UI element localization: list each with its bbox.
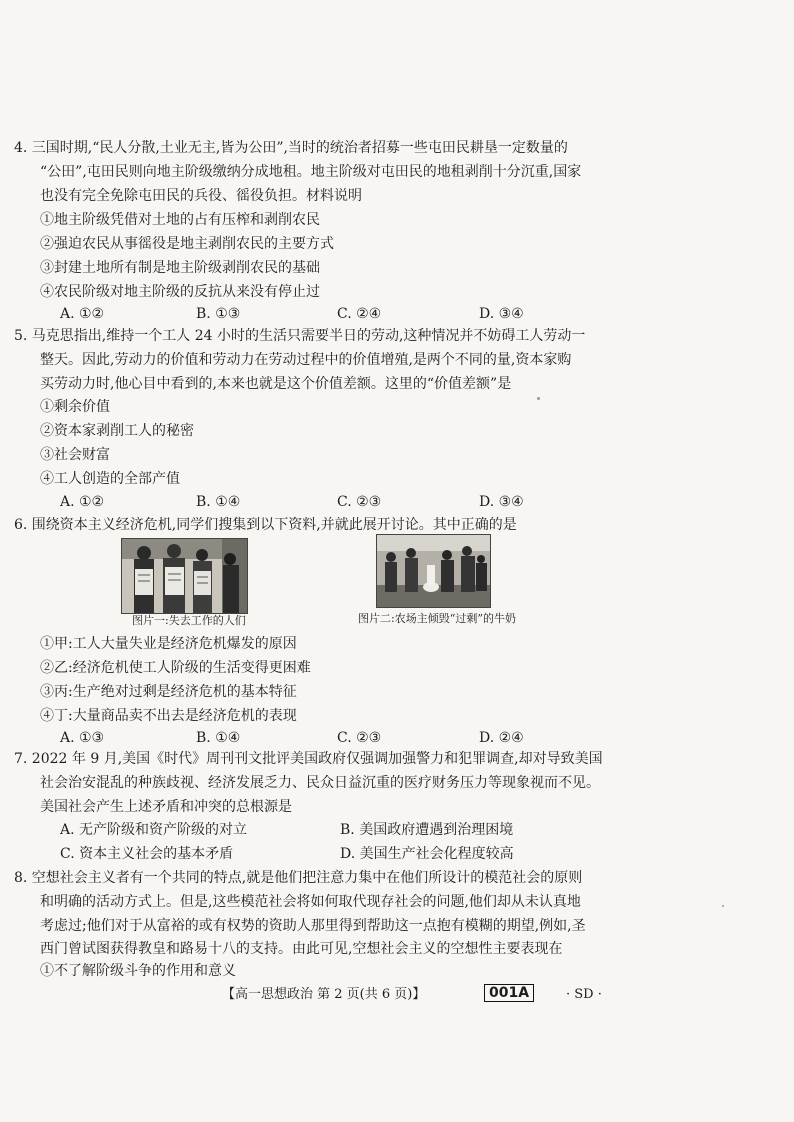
q4-item-2: ②强迫农民从事徭役是地主剥削农民的主要方式 bbox=[40, 236, 334, 252]
q4-option-b[interactable]: B. ①③ bbox=[196, 306, 241, 322]
region-code: · SD · bbox=[566, 987, 602, 1002]
unemployed-people-image bbox=[122, 539, 247, 613]
q7-line-1: 7. 2022 年 9 月,美国《时代》周刊刊文批评美国政府仅强调加强警力和犯罪调查,却对导致美国 bbox=[14, 751, 603, 767]
q5-line-1: 5. 马克思指出,维持一个工人 24 小时的生活只需要半日的劳动,这种情况并不妨碍工人劳动一 bbox=[14, 328, 586, 344]
q5-option-d[interactable]: D. ③④ bbox=[479, 494, 524, 510]
q7-line-2: 社会治安混乱的种族歧视、经济发展乏力、民众日益沉重的医疗财务压力等现象视而不见。 bbox=[40, 775, 600, 791]
q5-option-a[interactable]: A. ①② bbox=[60, 494, 105, 510]
unemployed-people-photo bbox=[121, 538, 248, 614]
q5-line-3: 买劳动力时,他心目中看到的,本来也就是这个价值差额。这里的“价值差额”是 bbox=[40, 376, 512, 392]
q4-item-3: ③封建土地所有制是地主阶级剥削农民的基础 bbox=[40, 260, 320, 276]
scan-speck bbox=[537, 397, 540, 400]
q6-statement-3: ③丙:生产绝对过剩是经济危机的基本特征 bbox=[40, 684, 297, 700]
dumping-milk-image bbox=[377, 535, 490, 607]
q6-statement-2: ②乙:经济危机使工人阶级的生活变得更困难 bbox=[40, 660, 311, 676]
q6-statement-4: ④丁:大量商品卖不出去是经济危机的表现 bbox=[40, 708, 297, 724]
q7-line-3: 美国社会产生上述矛盾和冲突的总根源是 bbox=[40, 799, 292, 815]
q4-item-1: ①地主阶级凭借对土地的占有压榨和剥削农民 bbox=[40, 212, 320, 228]
photo-1-caption: 图片一:失去工作的人们 bbox=[132, 614, 246, 627]
q4-option-c[interactable]: C. ②④ bbox=[337, 306, 382, 322]
q5-option-b[interactable]: B. ①④ bbox=[196, 494, 241, 510]
q6-option-d[interactable]: D. ②④ bbox=[479, 730, 524, 746]
dumping-milk-photo bbox=[376, 534, 491, 608]
q6-option-c[interactable]: C. ②③ bbox=[337, 730, 382, 746]
q8-item-1: ①不了解阶级斗争的作用和意义 bbox=[40, 963, 236, 979]
photo-2-caption: 图片二:农场主倾毁“过剩”的牛奶 bbox=[358, 612, 516, 625]
q5-item-2: ②资本家剥削工人的秘密 bbox=[40, 423, 194, 439]
q4-item-4: ④农民阶级对地主阶级的反抗从来没有停止过 bbox=[40, 284, 320, 300]
q7-option-d[interactable]: D. 美国生产社会化程度较高 bbox=[340, 846, 514, 862]
q4-line-3: 也没有完全免除屯田民的兵役、徭役负担。材料说明 bbox=[40, 188, 362, 204]
paper-code-badge bbox=[484, 985, 534, 1002]
q5-item-3: ③社会财富 bbox=[40, 447, 110, 463]
page-footer-label: 【高一思想政治 第 2 页(共 6 页)】 bbox=[222, 987, 426, 1002]
q5-line-2: 整天。因此,劳动力的价值和劳动力在劳动过程中的价值增殖,是两个不同的量,资本家购 bbox=[40, 352, 572, 368]
q4-option-a[interactable]: A. ①② bbox=[60, 306, 105, 322]
q4-line-2: “公田”,屯田民则向地主阶级缴纳分成地租。地主阶级对屯田民的地租剥削十分沉重,国家 bbox=[40, 164, 582, 180]
q8-line-1: 8. 空想社会主义者有一个共同的特点,就是他们把注意力集中在他们所设计的模范社会的原则 bbox=[14, 870, 583, 886]
q5-item-4: ④工人创造的全部产值 bbox=[40, 471, 180, 487]
q6-option-b[interactable]: B. ①④ bbox=[196, 730, 241, 746]
q7-option-a[interactable]: A. 无产阶级和资产阶级的对立 bbox=[60, 822, 248, 838]
q8-line-4: 西门曾试图获得教皇和路易十八的支持。由此可见,空想社会主义的空想性主要表现在 bbox=[40, 941, 563, 957]
q4-line-1: 4. 三国时期,“民人分散,土业无主,皆为公田”,当时的统治者招募一些屯田民耕垦一定数量的 bbox=[14, 140, 568, 156]
q5-item-1: ①剩余价值 bbox=[40, 399, 110, 415]
q8-line-2: 和明确的活动方式上。但是,这些模范社会将如何取代现存社会的问题,他们却从未认真地 bbox=[40, 894, 581, 910]
q6-stem: 6. 围绕资本主义经济危机,同学们搜集到以下资料,并就此展开讨论。其中正确的是 bbox=[14, 517, 517, 533]
q6-statement-1: ①甲:工人大量失业是经济危机爆发的原因 bbox=[40, 636, 297, 652]
scan-speck bbox=[722, 905, 724, 907]
q5-option-c[interactable]: C. ②③ bbox=[337, 494, 382, 510]
q8-line-3: 考虑过;他们对于从富裕的或有权势的资助人那里得到帮助这一点抱有模糊的期望,例如,圣 bbox=[40, 918, 586, 934]
q6-option-a[interactable]: A. ①③ bbox=[60, 730, 105, 746]
paper-code: 001A bbox=[484, 984, 534, 1002]
q4-option-d[interactable]: D. ③④ bbox=[479, 306, 524, 322]
q7-option-b[interactable]: B. 美国政府遭遇到治理困境 bbox=[340, 822, 514, 838]
q7-option-c[interactable]: C. 资本主义社会的基本矛盾 bbox=[60, 846, 234, 862]
